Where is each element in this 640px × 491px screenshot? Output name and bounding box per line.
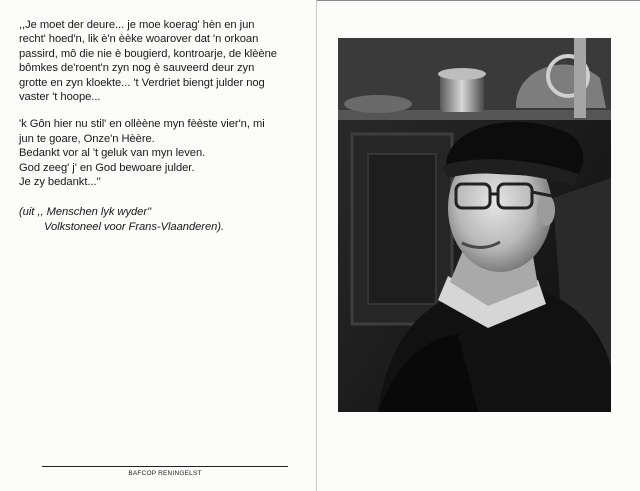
quote-source [19, 205, 309, 234]
quote-line: Bedankt vor al 't geluk van myn leven. [19, 147, 206, 160]
card-fold-line [316, 0, 317, 491]
quote-line: jun te goare, Onze'n Hèère. [19, 132, 155, 145]
quote-line: recht' hoed'n, lik è'n èèke woarover dat 'n orkoan [19, 33, 259, 46]
portrait-photo [338, 38, 611, 412]
quote-line: passird, mô die nie è bougierd, kontroarje, de klèène [19, 47, 277, 60]
quote-line: vaster 't hoope... [19, 91, 101, 104]
quote-line: 'k Gôn hier nu stil' en ollèène myn fèèste vier'n, mi [19, 118, 265, 131]
quote-line: grotte en zyn kloekte... 't Verdriet biengt julder nog [19, 76, 265, 89]
source-line-2: Volkstoneel voor Frans-Vlaanderen). [44, 220, 225, 233]
quote-line: God zeeg' j' en God bewoare julder. [19, 161, 195, 174]
quote-paragraph-1 [19, 18, 309, 104]
source-line-1: (uit ,, Menschen lyk wyder'' [19, 206, 152, 219]
top-edge-line [316, 0, 640, 1]
printer-credit: BAFCOP RENINGELST [128, 470, 202, 477]
footer-rule [42, 466, 288, 467]
quote-paragraph-2 [19, 117, 309, 189]
portrait-illustration [338, 38, 611, 412]
quote-line: Je zy bedankt...'' [19, 176, 101, 189]
quote-line: bômkes de'roent'n zyn nog è sauveerd deur zyn [19, 62, 255, 75]
left-page-text [19, 18, 309, 247]
quote-line: ,,Je moet der deure... je moe koerag' hèn en jun [19, 19, 255, 31]
